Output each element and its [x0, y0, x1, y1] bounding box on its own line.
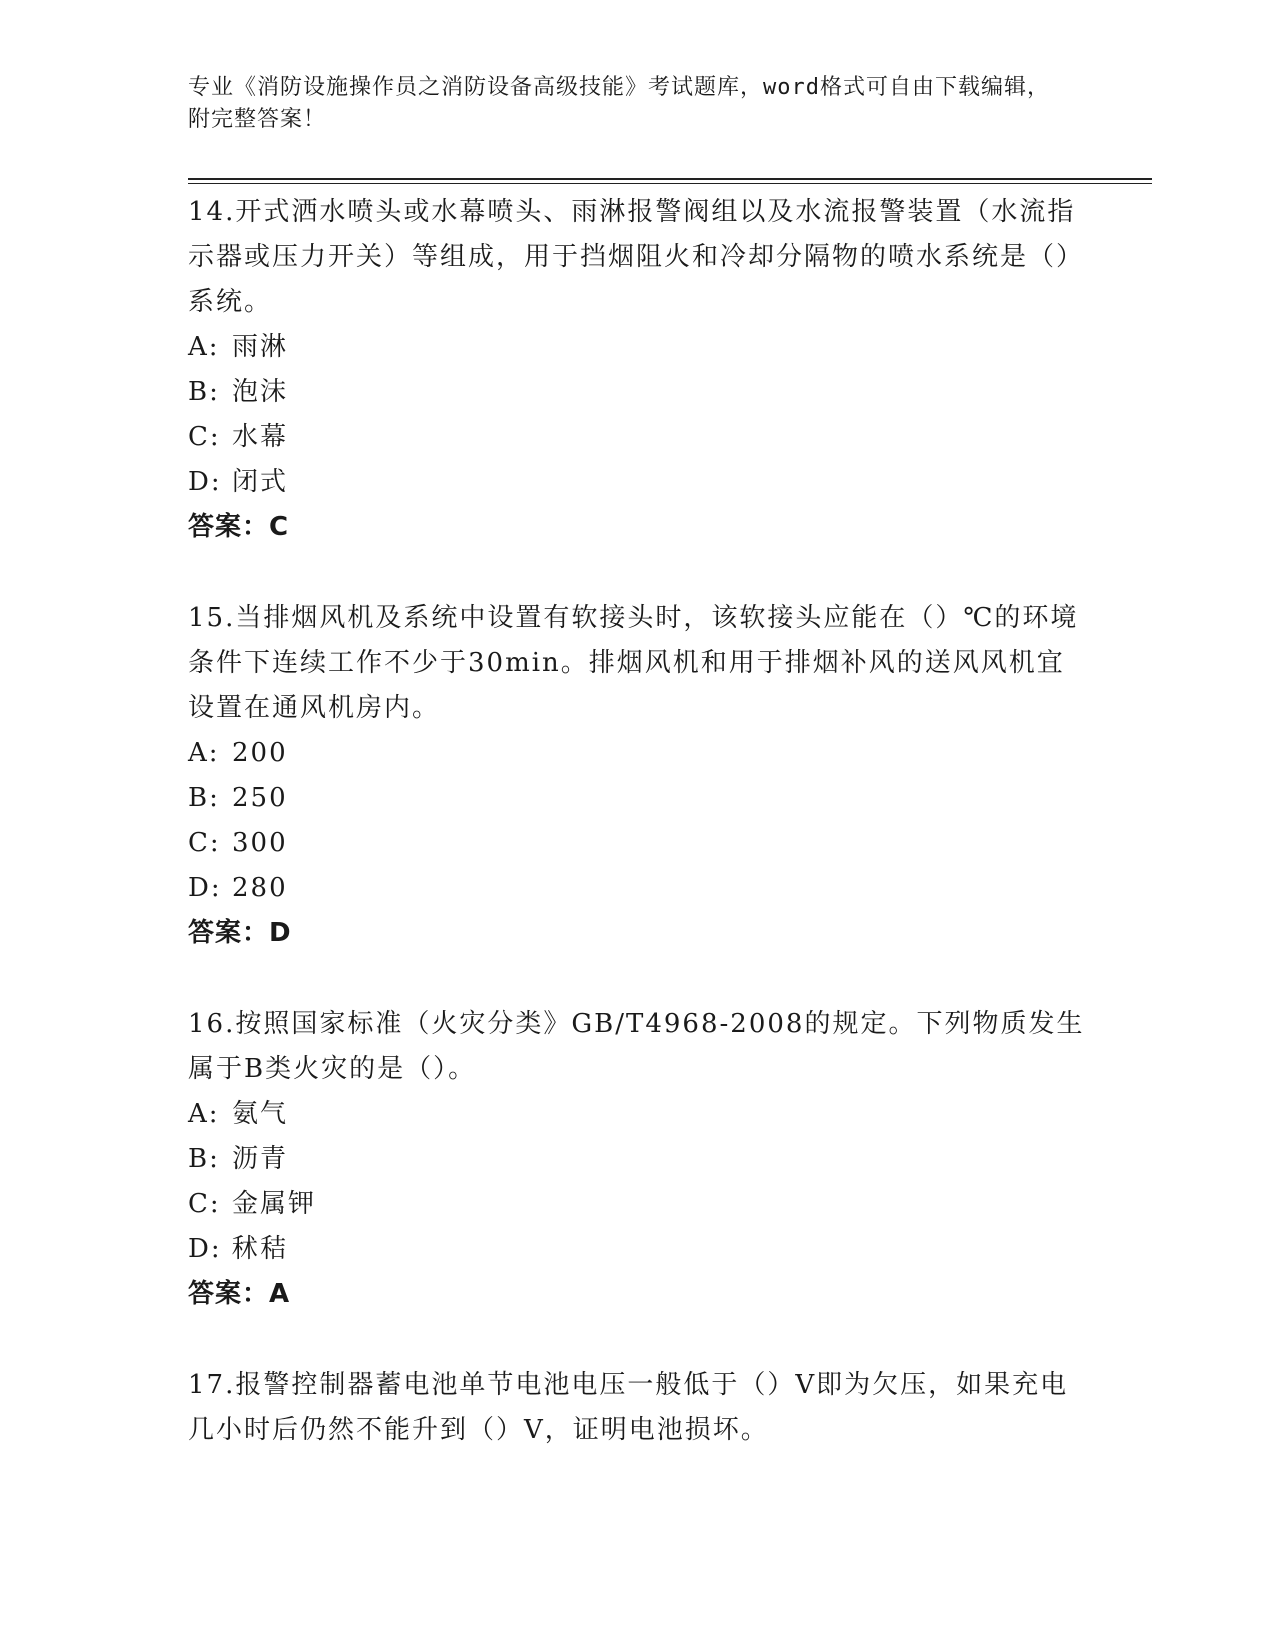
option-text: 250 [232, 783, 288, 813]
answer-line: 答案：A [188, 1279, 291, 1309]
option-text: 200 [232, 738, 288, 768]
option-a [188, 325, 1088, 370]
option-b [188, 776, 1088, 821]
option-key: D: [188, 1234, 222, 1264]
option-text: 氨气 [232, 1099, 289, 1129]
option-c [188, 415, 1088, 460]
option-key: A: [188, 1099, 220, 1129]
answer-line: 答案：C [188, 512, 290, 542]
header-divider-thin [188, 183, 1152, 184]
question-list [188, 190, 1088, 1499]
option-key: A: [188, 738, 220, 768]
option-text: 雨淋 [232, 332, 289, 362]
option-b [188, 1137, 1088, 1182]
option-key: C: [188, 422, 221, 452]
option-d [188, 1227, 1088, 1272]
document-header: 专业《消防设施操作员之消防设备高级技能》考试题库，word格式可自由下载编辑，附完整答案！ [188, 75, 1050, 132]
header-divider [188, 178, 1152, 180]
question-stem: 14.开式洒水喷头或水幕喷头、雨淋报警阀组以及水流报警装置（水流指示器或压力开关）等组成，用于挡烟阻火和冷却分隔物的喷水系统是（）系统。 [188, 197, 1085, 317]
option-key: D: [188, 873, 222, 903]
option-list [188, 325, 1088, 505]
option-b [188, 370, 1088, 415]
option-text: 水幕 [232, 422, 289, 452]
question-17 [188, 1363, 1088, 1453]
option-text: 300 [232, 828, 288, 858]
question-stem: 16.按照国家标准（火灾分类》GB/T4968-2008的规定。下列物质发生属于B类火灾的是（）。 [188, 1009, 1085, 1084]
option-a [188, 1092, 1088, 1137]
option-text: 闭式 [232, 467, 289, 497]
option-key: A: [188, 332, 220, 362]
option-key: B: [188, 783, 220, 813]
option-key: B: [188, 1144, 220, 1174]
option-text: 金属钾 [232, 1189, 317, 1219]
answer-line: 答案：D [188, 918, 292, 948]
option-a [188, 731, 1088, 776]
option-d [188, 460, 1088, 505]
option-key: B: [188, 377, 220, 407]
option-c [188, 821, 1088, 866]
option-list [188, 731, 1088, 911]
option-c [188, 1182, 1088, 1227]
option-key: C: [188, 1189, 221, 1219]
option-text: 泡沫 [232, 377, 289, 407]
option-list [188, 1092, 1088, 1272]
option-key: D: [188, 467, 222, 497]
option-text: 280 [232, 873, 288, 903]
option-text: 沥青 [232, 1144, 289, 1174]
option-text: 秫秸 [232, 1234, 289, 1264]
question-stem: 15.当排烟风机及系统中设置有软接头时，该软接头应能在（）℃的环境条件下连续工作不少于30min。排烟风机和用于排烟补风的送风风机宜设置在通风机房内。 [188, 603, 1079, 723]
question-stem: 17.报警控制器蓄电池单节电池电压一般低于（）V即为欠压，如果充电几小时后仍然不能升到（）V，证明电池损坏。 [188, 1370, 1069, 1445]
option-key: C: [188, 828, 221, 858]
question-16 [188, 1002, 1088, 1317]
question-15 [188, 596, 1088, 956]
option-d [188, 866, 1088, 911]
question-14 [188, 190, 1088, 550]
